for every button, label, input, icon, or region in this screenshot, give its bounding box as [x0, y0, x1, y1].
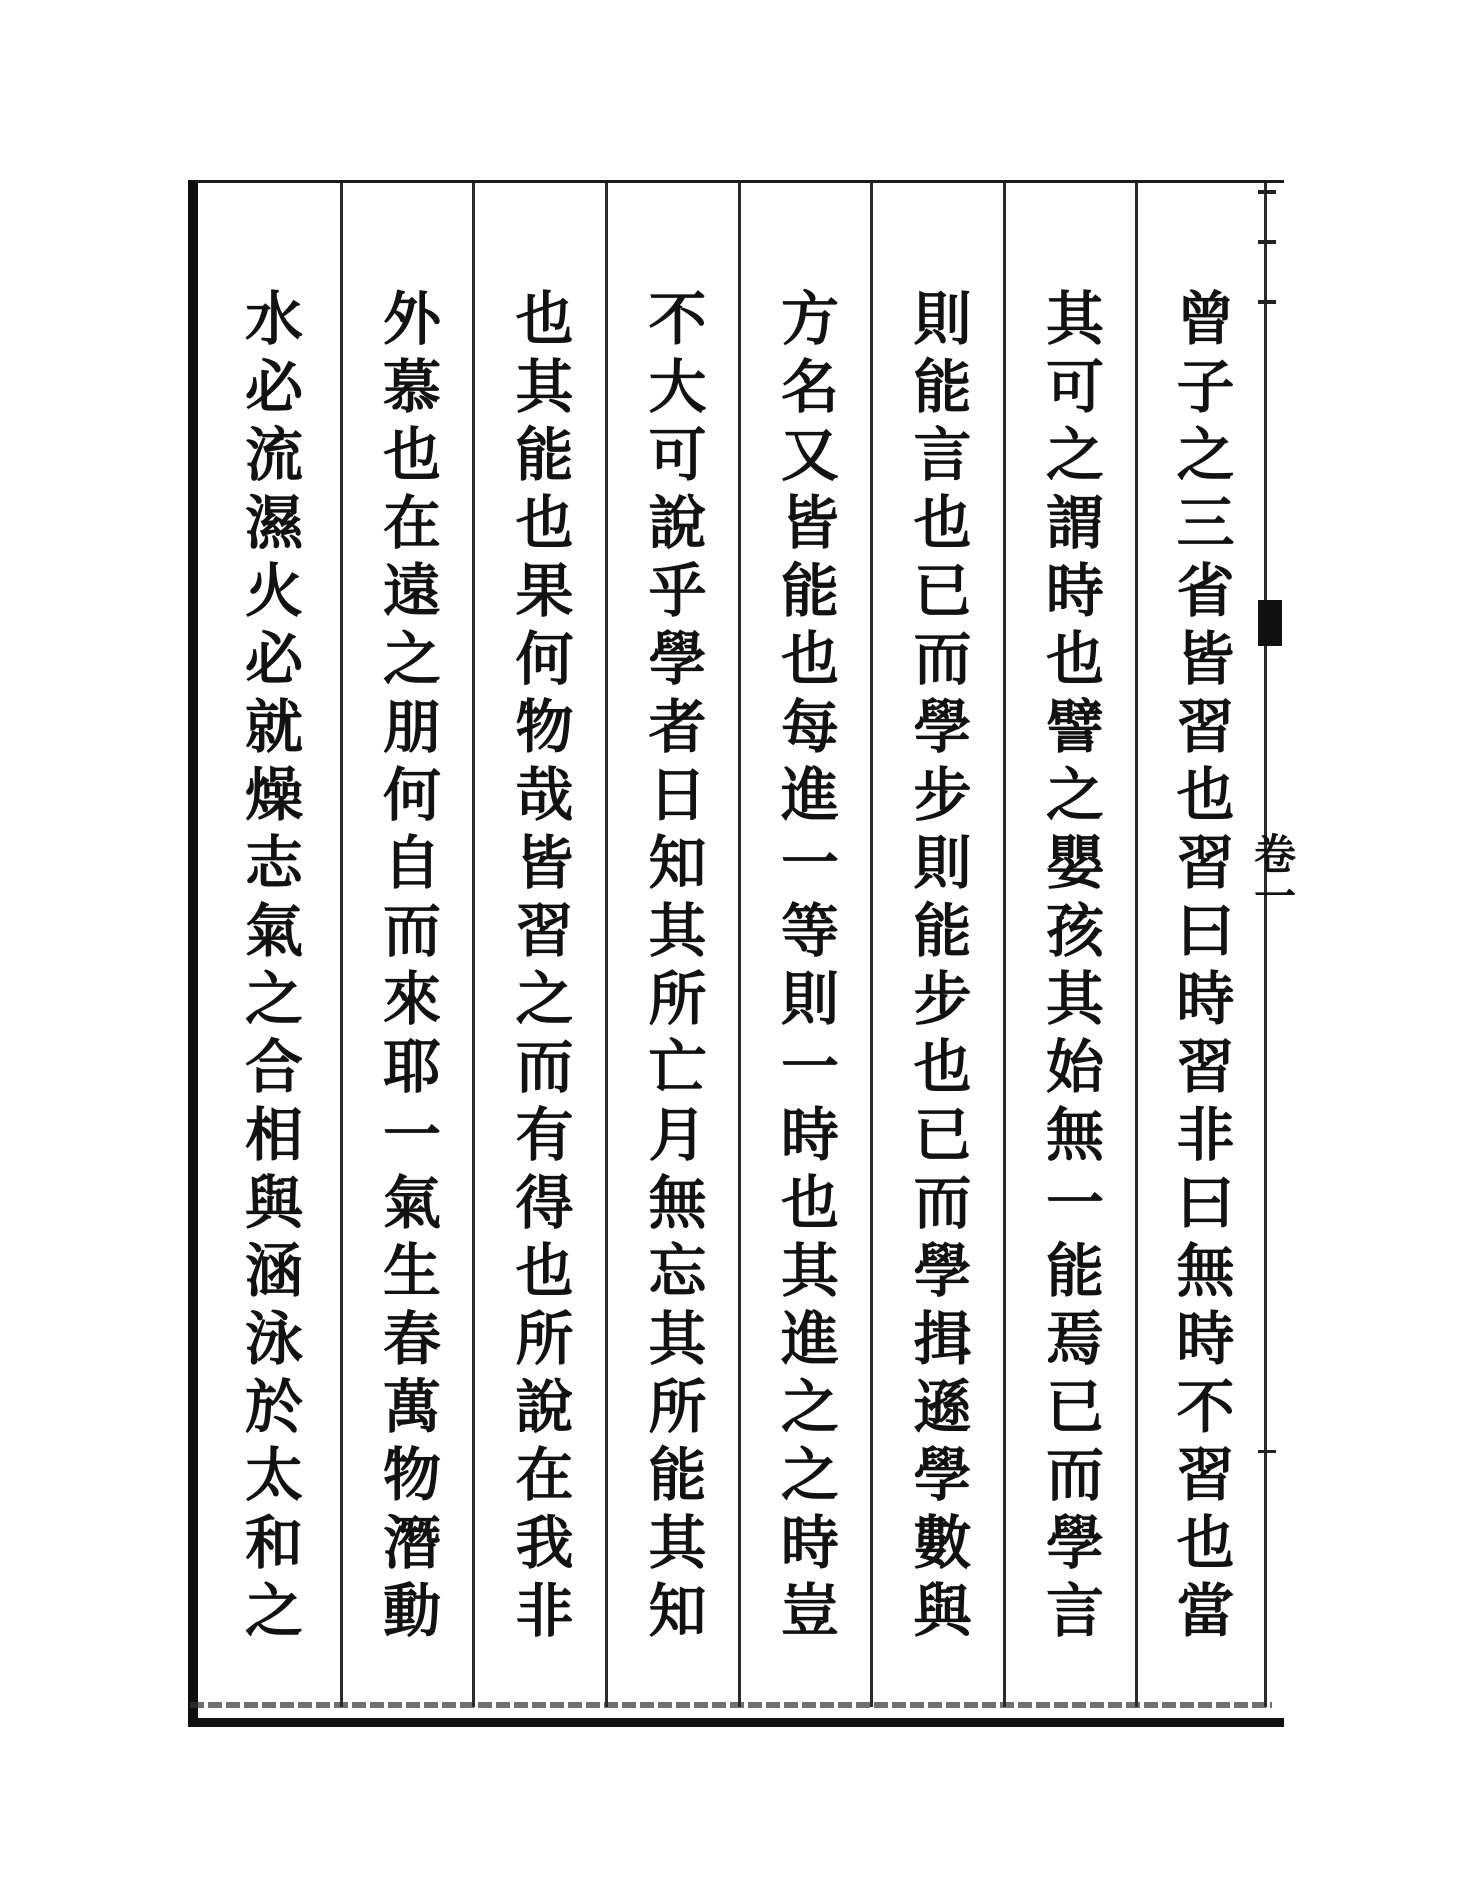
text-column-5: [607, 183, 738, 1706]
margin-stroke: [1258, 240, 1276, 244]
column-text: 外慕也在遠之朋何自而來耶一氣生春萬物潛動: [373, 288, 441, 1648]
text-column-6: [474, 183, 605, 1706]
column-rule: [1264, 183, 1267, 1707]
column-text: 也其能也果何物哉皆習之而有得也所說在我非: [505, 288, 574, 1648]
volume-label: 卷一: [1248, 832, 1297, 916]
text-column-4: [740, 183, 870, 1706]
margin-stroke: [1258, 190, 1276, 194]
fishtail-mark: [1258, 600, 1282, 646]
column-text: 不大可說乎學者日知其所亡月無忘其所能其知: [638, 288, 707, 1648]
column-text: 曾子之三省皆習也習曰時習非曰無時不習也當: [1166, 288, 1235, 1648]
text-column-3: [872, 183, 1003, 1706]
text-column-7: [342, 183, 472, 1706]
column-text: 水必流濕火必就燥志氣之合相與涵泳於太和之: [235, 288, 303, 1648]
text-column-8: [198, 183, 340, 1706]
text-column-1: [1137, 183, 1264, 1706]
margin-stroke: [1258, 1450, 1276, 1453]
column-text: 則能言也已而學步則能步也已而學揖遜學數與: [903, 288, 972, 1648]
column-text: 方名又皆能也每進一等則一時也其進之之時豈: [771, 288, 839, 1648]
column-text: 其可之謂時也譬之嬰孩其始無一能焉已而學言: [1036, 288, 1104, 1648]
margin-stroke: [1258, 300, 1276, 304]
text-column-2: [1005, 183, 1135, 1706]
